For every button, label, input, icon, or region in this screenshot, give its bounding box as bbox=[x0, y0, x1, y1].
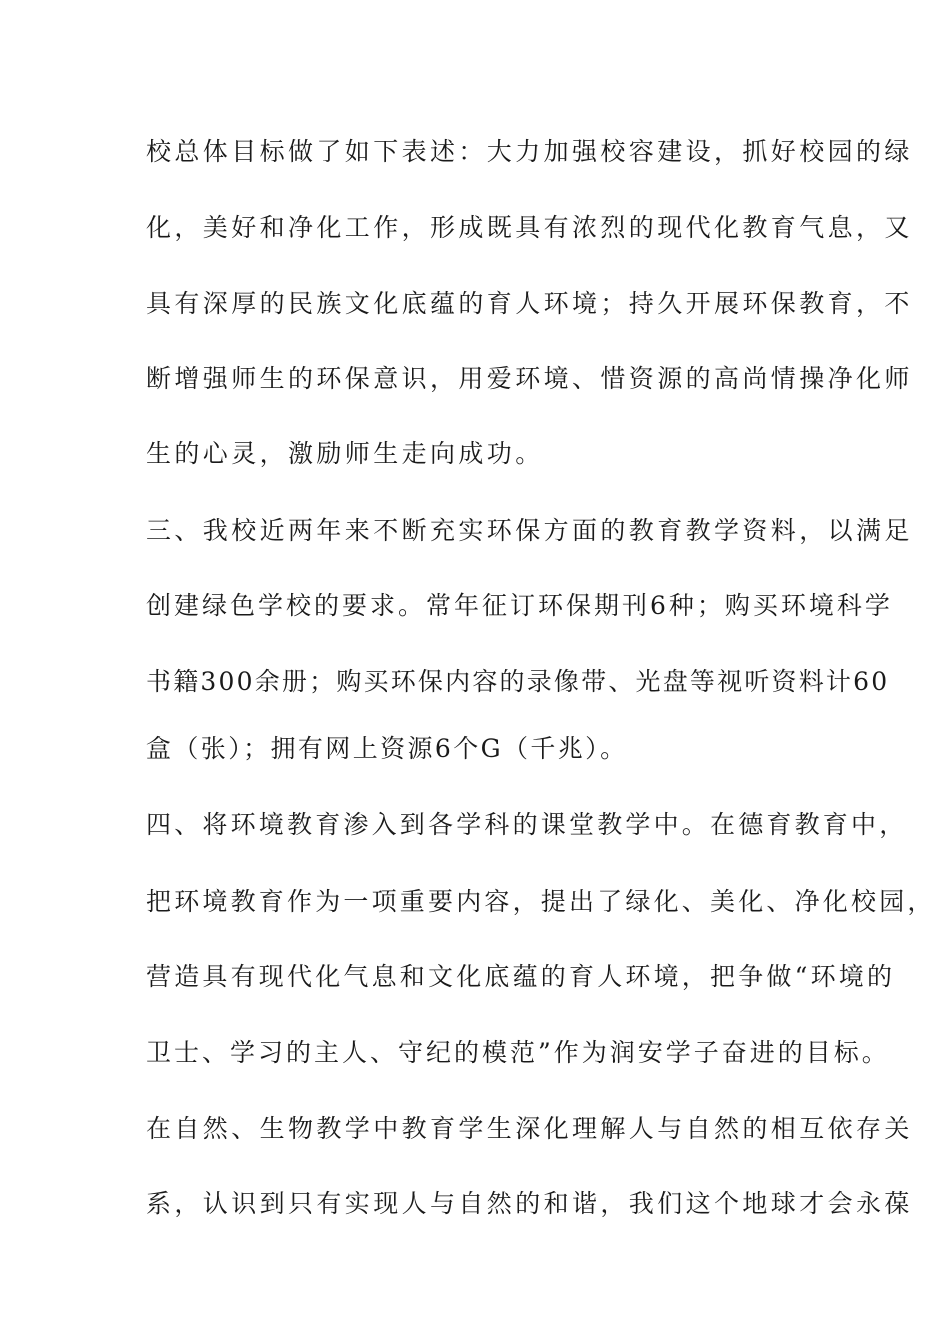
text-line: 三、我校近两年来不断充实环保方面的教育教学资料，以满足 bbox=[146, 516, 913, 545]
text-line: 在自然、生物教学中教育学生深化理解人与自然的相互依存关 bbox=[146, 1114, 913, 1143]
text-line: 营造具有现代化气息和文化底蕴的育人环境，把争做“环境的 bbox=[146, 962, 896, 991]
text-line: 生的心灵，激励师生走向成功。 bbox=[146, 439, 544, 468]
text-line: 创建绿色学校的要求。常年征订环保期刊6种；购买环境科学 bbox=[146, 591, 893, 620]
text-line: 具有深厚的民族文化底蕴的育人环境；持久开展环保教育，不 bbox=[146, 289, 913, 318]
text-line: 卫士、学习的主人、守纪的模范”作为润安学子奋进的目标。 bbox=[146, 1038, 890, 1067]
text-line: 校总体目标做了如下表述：大力加强校容建设，抓好校园的绿 bbox=[146, 137, 913, 166]
text-line: 四、将环境教育渗入到各学科的课堂教学中。在德育教育中， bbox=[146, 810, 908, 839]
text-line: 把环境教育作为一项重要内容，提出了绿化、美化、净化校园， bbox=[146, 887, 936, 916]
text-line: 系，认识到只有实现人与自然的和谐，我们这个地球才会永葆 bbox=[146, 1189, 913, 1218]
text-line: 化，美好和净化工作，形成既具有浓烈的现代化教育气息，又 bbox=[146, 213, 913, 242]
text-line: 盒（张）；拥有网上资源6个G（千兆）。 bbox=[146, 734, 628, 763]
text-line: 断增强师生的环保意识，用爱环境、惜资源的高尚情操净化师 bbox=[146, 364, 913, 393]
text-line: 书籍300余册；购买环保内容的录像带、光盘等视听资料计60 bbox=[146, 667, 890, 696]
